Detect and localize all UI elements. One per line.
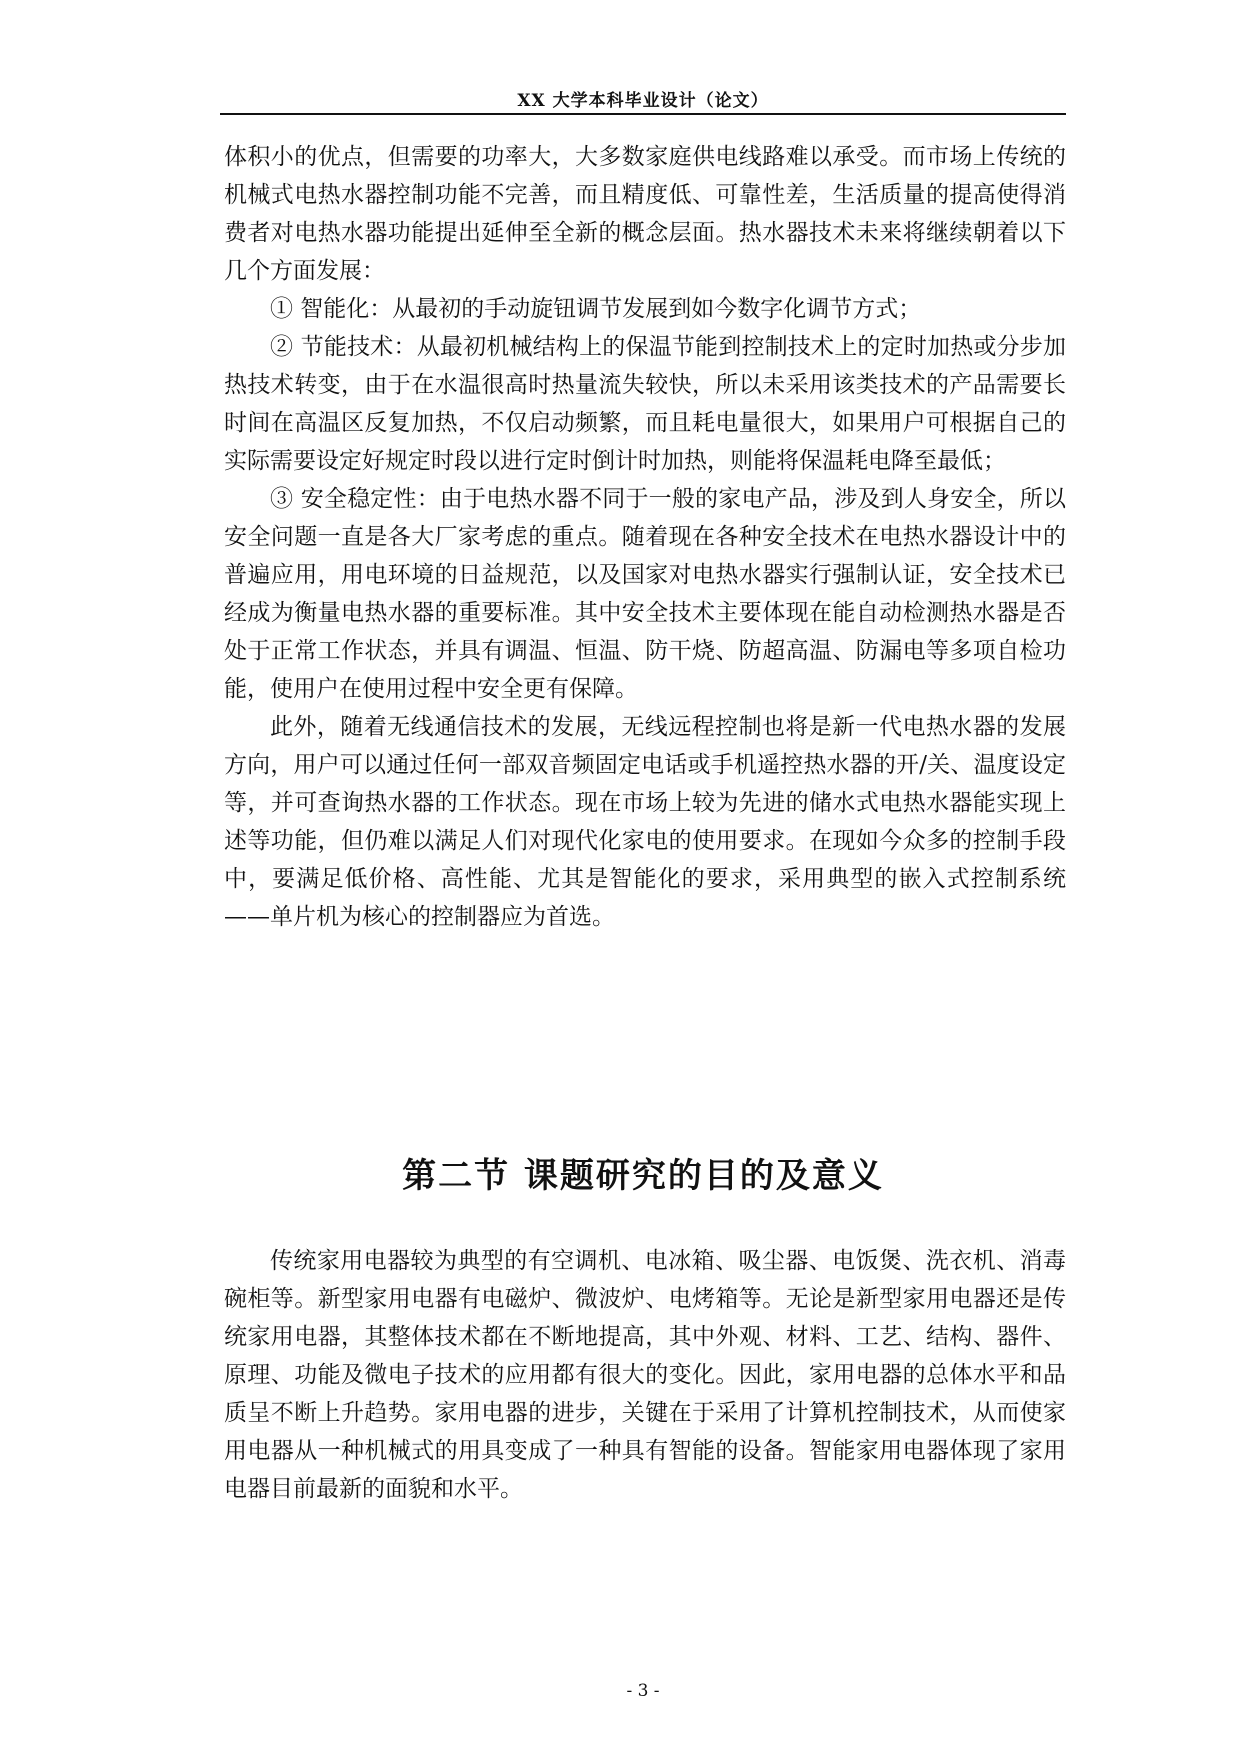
list-item-safety: ③ 安全稳定性：由于电热水器不同于一般的家电产品，涉及到人身安全，所以安全问题一直是各大厂家考虑的重点。随着现在各种安全技术在电热水器设计中的普遍应用，用电环境的日益规范，以及国家对电热水器实行强制认证，安全技术已经成为衡量电热水器的重要标准。其中安全技术主要体现在能自动检测热水器是否处于正常工作状态，并具有调温、恒温、防干烧、防超高温、防漏电等多项自检功能，使用户在使用过程中安全更有保障。 (224, 486, 1066, 702)
page-number: - 3 - (626, 1681, 660, 1701)
list-item-energy-saving: ② 节能技术：从最初机械结构上的保温节能到控制技术上的定时加热或分步加热技术转变，由于在水温很高时热量流失较快，所以未采用该类技术的产品需要长时间在高温区反复加热，不仅启动频繁，而且耗电量很大，如果用户可根据自己的实际需要设定好规定时段以进行定时倒计时加热，则能将保温耗电降至最低； (224, 334, 1066, 474)
section1-body (224, 138, 1066, 936)
section2-body (224, 1242, 1066, 1508)
header-rule (220, 113, 1066, 115)
section-heading: 第二节 课题研究的目的及意义 (402, 1156, 884, 1196)
paragraph-wireless-control: 此外，随着无线通信技术的发展，无线远程控制也将是新一代电热水器的发展方向，用户可以通过任何一部双音频固定电话或手机遥控热水器的开/关、温度设定等，并可查询热水器的工作状态。现在市场上较为先进的储水式电热水器能实现上述等功能，但仍难以满足人们对现代化家电的使用要求。在现如今众多的控制手段中，要满足低价格、高性能、尤其是智能化的要求，采用典型的嵌入式控制系统——单片机为核心的控制器应为首选。 (224, 714, 1066, 930)
paragraph-appliances: 传统家用电器较为典型的有空调机、电冰箱、吸尘器、电饭煲、洗衣机、消毒碗柜等。新型家用电器有电磁炉、微波炉、电烤箱等。无论是新型家用电器还是传统家用电器，其整体技术都在不断地提高，其中外观、材料、工艺、结构、器件、原理、功能及微电子技术的应用都有很大的变化。因此，家用电器的总体水平和品质呈不断上升趋势。家用电器的进步，关键在于采用了计算机控制技术，从而使家用电器从一种机械式的用具变成了一种具有智能的设备。智能家用电器体现了家用电器目前最新的面貌和水平。 (224, 1248, 1066, 1502)
paragraph-continuation: 体积小的优点，但需要的功率大，大多数家庭供电线路难以承受。而市场上传统的机械式电热水器控制功能不完善，而且精度低、可靠性差，生活质量的提高使得消费者对电热水器功能提出延伸至全新的概念层面。热水器技术未来将继续朝着以下几个方面发展： (224, 144, 1066, 284)
list-item-intelligence: ① 智能化：从最初的手动旋钮调节发展到如今数字化调节方式； (270, 296, 922, 322)
running-header: XX 大学本科毕业设计（论文） (517, 91, 769, 111)
